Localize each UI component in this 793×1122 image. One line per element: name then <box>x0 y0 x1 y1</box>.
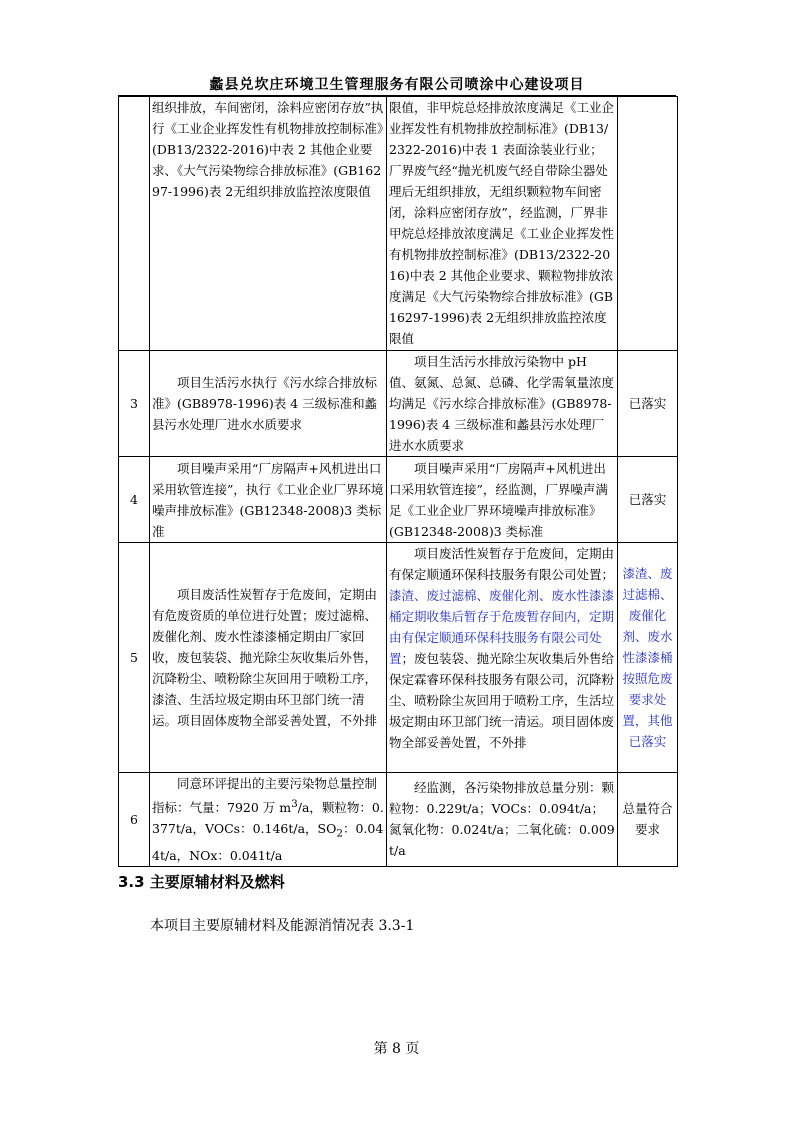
requirement-cell <box>150 773 387 867</box>
implementation-cell <box>387 773 618 867</box>
implementation-cell <box>387 543 618 773</box>
row-number <box>119 97 150 351</box>
implementation-text: 项目噪声采用“厂房隔声+风机进出口采用软管连接”，经监测，厂界噪声满足《工业企业厂界环境噪声排放标准》(GB12348-2008)3 类标准 <box>389 460 608 539</box>
requirement-cell <box>150 97 387 351</box>
compliance-table <box>118 96 678 867</box>
result-cell <box>618 97 678 351</box>
row-number: 3 <box>119 351 150 457</box>
requirement-text-part: 同意环评提出的主要污染物总量控制指标：气量：7920 万 m <box>152 776 378 816</box>
section-title: 3.3 主要原辅材料及燃料 <box>118 873 285 891</box>
requirement-text-part: ：0.044t/a，NOx：0.041t/a <box>152 821 384 863</box>
requirement-cell <box>150 543 387 773</box>
table-row <box>119 97 678 351</box>
implementation-cell <box>387 97 618 351</box>
superscript: 3 <box>291 798 298 810</box>
implementation-text-part: ；废包装袋、抛光除尘灰收集后外售给保定霖睿环保科技服务有限公司，沉降粉尘、喷粉除尘灰回用于喷粉工序，生活垃圾定期由环卫部门统一清运。项目固体废物全部妥善处置，不外排 <box>389 651 615 750</box>
table-row <box>119 773 678 867</box>
implementation-text <box>389 543 615 753</box>
page-number: 第 8 页 <box>373 1041 420 1057</box>
requirement-text <box>152 773 384 866</box>
row-number: 6 <box>119 773 150 867</box>
implementation-text: 限值，非甲烷总烃排放浓度满足《工业企业挥发性有机物排放控制标准》(DB13/2322-2016)中表 1 表面涂装业行业；厂界废气经“抛光机废气经自带除尘器处理后无组织排放，无组织颗粒物车间密闭，涂料应密闭存放”，经监测，厂界非甲烷总烃排放浓度满足《工业企业挥发性有机物排放控制标准》(DB13/2322-2016)中表 2 其他企业要求、颗粒物排放浓度满足《大气污染物综合排放标准》(GB16297-1996)表 2无组织排放监控浓度限值 <box>389 100 615 346</box>
requirement-cell <box>150 351 387 457</box>
subscript: 2 <box>336 827 343 840</box>
intro-text: 本项目主要原辅材料及能源消情况表 3.3-1 <box>150 918 415 934</box>
requirement-text: 项目生活污水执行《污水综合排放标准》(GB8978-1996)表 4 三级标准和蠡县污水处理厂进水水质要求 <box>152 375 378 432</box>
requirement-cell <box>150 457 387 543</box>
highlighted-text: 漆渣、废过滤棉、废催化剂、废水性漆漆桶定期收集后暂存于危废暂存间内，定期由有保定顺通环保科技服务有限公司处置 <box>389 588 615 666</box>
requirement-text: 组织排放，车间密闭，涂料应密闭存放”执行《工业企业挥发性有机物排放控制标准》(DB13/2322-2016)中表 2 其他企业要求、《大气污染物综合排放标准》(GB16297-1996)表 2无组织排放监控浓度限值 <box>152 100 384 199</box>
row-number: 4 <box>119 457 150 543</box>
result-cell: 漆渣、废过滤棉、废催化剂、废水性漆漆桶按照危废要求处置，其他已落实 <box>618 543 678 773</box>
table-row <box>119 457 678 543</box>
row-number: 5 <box>119 543 150 773</box>
result-cell: 已落实 <box>618 457 678 543</box>
page-header: 蠡县兑坎庄环境卫生管理服务有限公司喷涂中心建设项目 <box>209 77 585 93</box>
requirement-text: 项目噪声采用“厂房隔声+风机进出口采用软管连接”，执行《工业企业厂界环境噪声排放标准》(GB12348-2008)3 类标准 <box>152 460 384 539</box>
result-cell: 已落实 <box>618 351 678 457</box>
implementation-cell <box>387 457 618 543</box>
implementation-text-part: 项目废活性炭暂存于危废间，定期由有保定顺通环保科技服务有限公司处置； <box>389 546 615 582</box>
implementation-text: 经监测，各污染物排放总量分别：颗粒物：0.229t/a；VOCs：0.094t/a；氮氧化物：0.024t/a；二氧化硫：0.009t/a <box>389 780 615 859</box>
table-row <box>119 543 678 773</box>
requirement-text-part: /a，颗粒物：0.377t/a，VOCs：0.146t/a，SO <box>152 800 384 837</box>
table-row <box>119 351 678 457</box>
implementation-cell <box>387 351 618 457</box>
result-cell: 总量符合要求 <box>618 773 678 867</box>
requirement-text: 项目废活性炭暂存于危废间，定期由有危废资质的单位进行处置；废过滤棉、废催化剂、废水性漆漆桶定期由厂家回收，废包装袋、抛光除尘灰收集后外售，沉降粉尘、喷粉除尘灰回用于喷粉工序，漆渣、生活垃圾定期由环卫部门统一清运。项目固体废物全部妥善处置，不外排 <box>152 587 378 728</box>
implementation-text: 项目生活污水排放污染物中 pH 值、氨氮、总氮、总磷、化学需氧量浓度均满足《污水综合排放标准》(GB8978-1996)表 4 三级标准和蠡县污水处理厂进水水质要求 <box>389 354 615 453</box>
